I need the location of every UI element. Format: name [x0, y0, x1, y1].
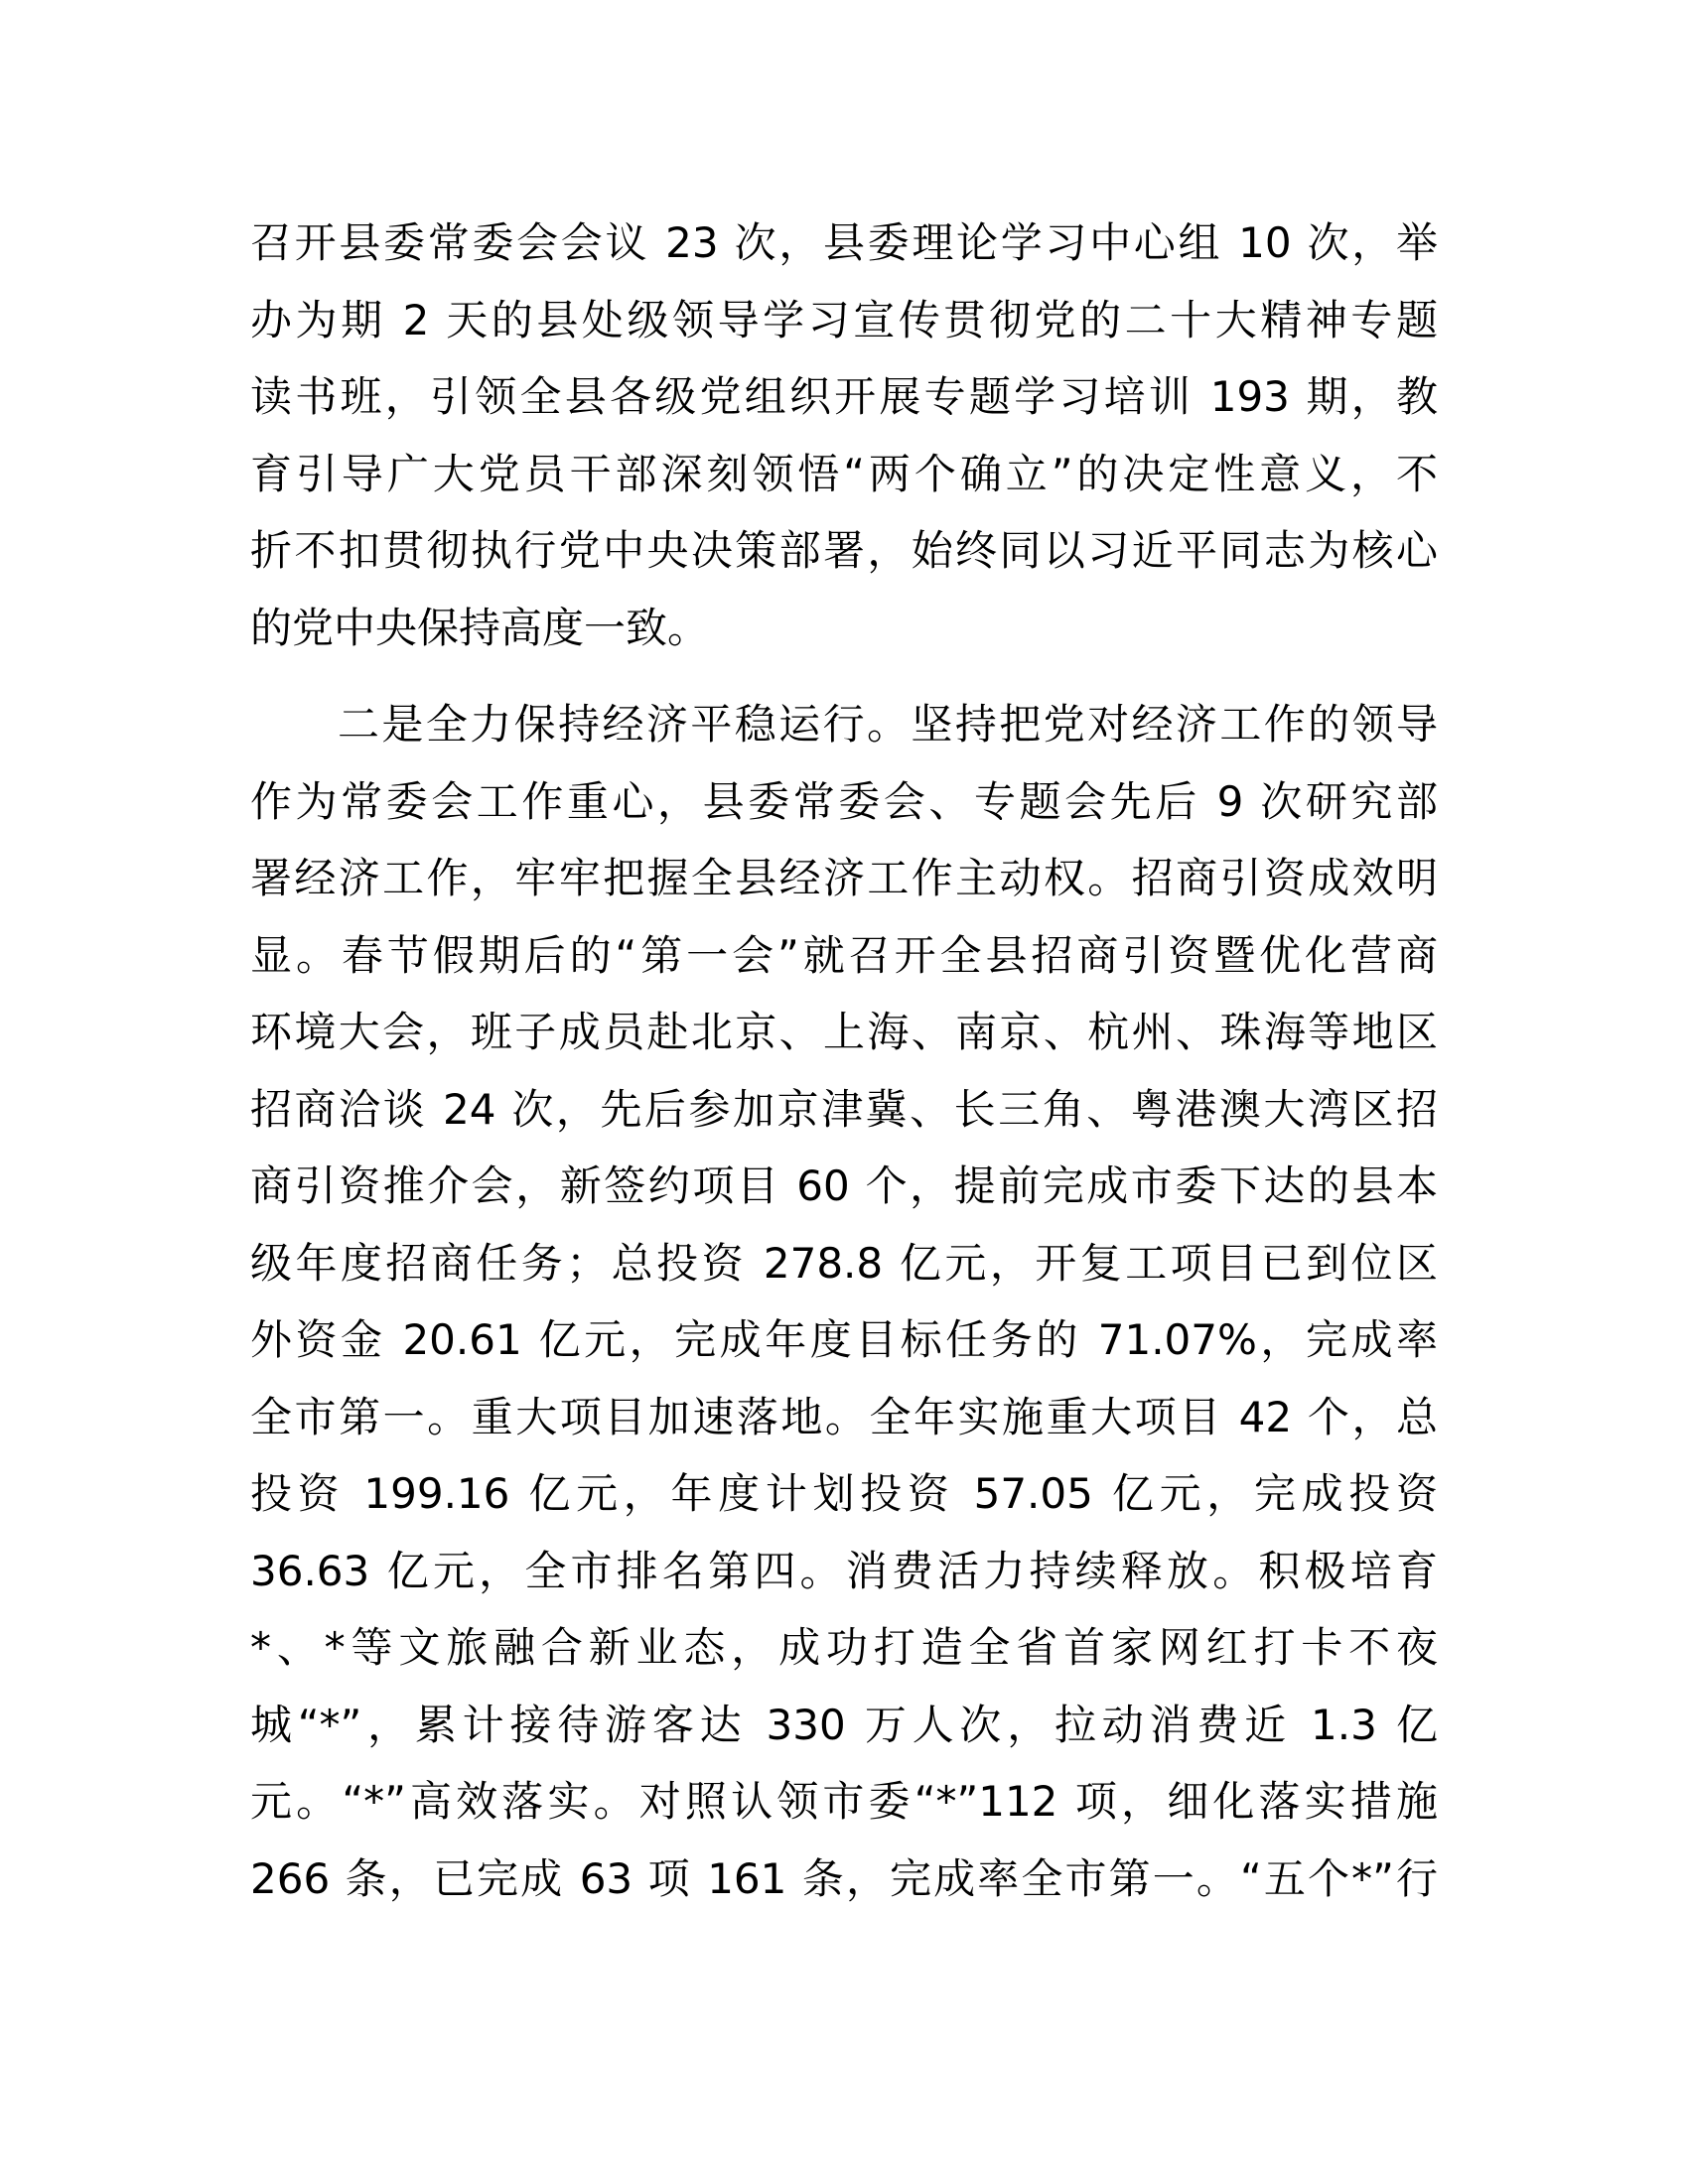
body-text — [250, 205, 1438, 1917]
text-line: 招商洽谈 24 次，先后参加京津冀、长三角、粤港澳大湾区招 — [250, 1084, 1438, 1134]
text-line: 城“*”，累计接待游客达 330 万人次，拉动消费近 1.3 亿 — [250, 1700, 1438, 1749]
text-line: 环境大会，班子成员赴北京、上海、南京、杭州、珠海等地区 — [250, 1008, 1438, 1056]
text-line: 作为常委会工作重心，县委常委会、专题会先后 9 次研究部 — [250, 776, 1438, 826]
text-line: 召开县委常委会会议 23 次，县委理论学习中心组 10 次，举 — [250, 218, 1438, 267]
text-line: 266 条，已完成 63 项 161 条，完成率全市第一。“五个*”行 — [250, 1853, 1438, 1903]
text-line: 读书班，引领全县各级党组织开展专题学习培训 193 期，教 — [250, 372, 1438, 421]
text-line: 36.63 亿元，全市排名第四。消费活力持续释放。积极培育 — [250, 1546, 1438, 1595]
text-line: 办为期 2 天的县处级领导学习宣传贯彻党的二十大精神专题 — [250, 295, 1438, 344]
text-line: 育引导广大党员干部深刻领悟“两个确立”的决定性意义，不 — [250, 449, 1438, 498]
text-line: 元。“*”高效落实。对照认领市委“*”112 项，细化落实措施 — [250, 1777, 1438, 1826]
text-line: 折不扣贯彻执行党中央决策部署，始终同以习近平同志为核心 — [250, 526, 1438, 575]
text-line: 外资金 20.61 亿元，完成年度目标任务的 71.07%，完成率 — [250, 1315, 1438, 1364]
text-line: 的党中央保持高度一致。 — [250, 603, 710, 652]
text-line: 全市第一。重大项目加速落地。全年实施重大项目 42 个，总 — [250, 1392, 1438, 1441]
text-line: 二是全力保持经济平稳运行。坚持把党对经济工作的领导 — [338, 700, 1438, 749]
text-line: 署经济工作，牢牢把握全县经济工作主动权。招商引资成效明 — [250, 854, 1438, 902]
text-line: 商引资推介会，新签约项目 60 个，提前完成市委下达的县本 — [250, 1161, 1438, 1210]
text-line: 级年度招商任务；总投资 278.8 亿元，开复工项目已到位区 — [250, 1238, 1438, 1288]
paragraph-party-leadership — [250, 205, 1438, 666]
paragraph-economy — [250, 686, 1438, 1917]
text-line: 投资 199.16 亿元，年度计划投资 57.05 亿元，完成投资 — [250, 1469, 1438, 1518]
text-line: *、*等文旅融合新业态，成功打造全省首家网红打卡不夜 — [250, 1623, 1438, 1672]
text-line: 显。春节假期后的“第一会”就召开全县招商引资暨优化营商 — [250, 930, 1438, 980]
